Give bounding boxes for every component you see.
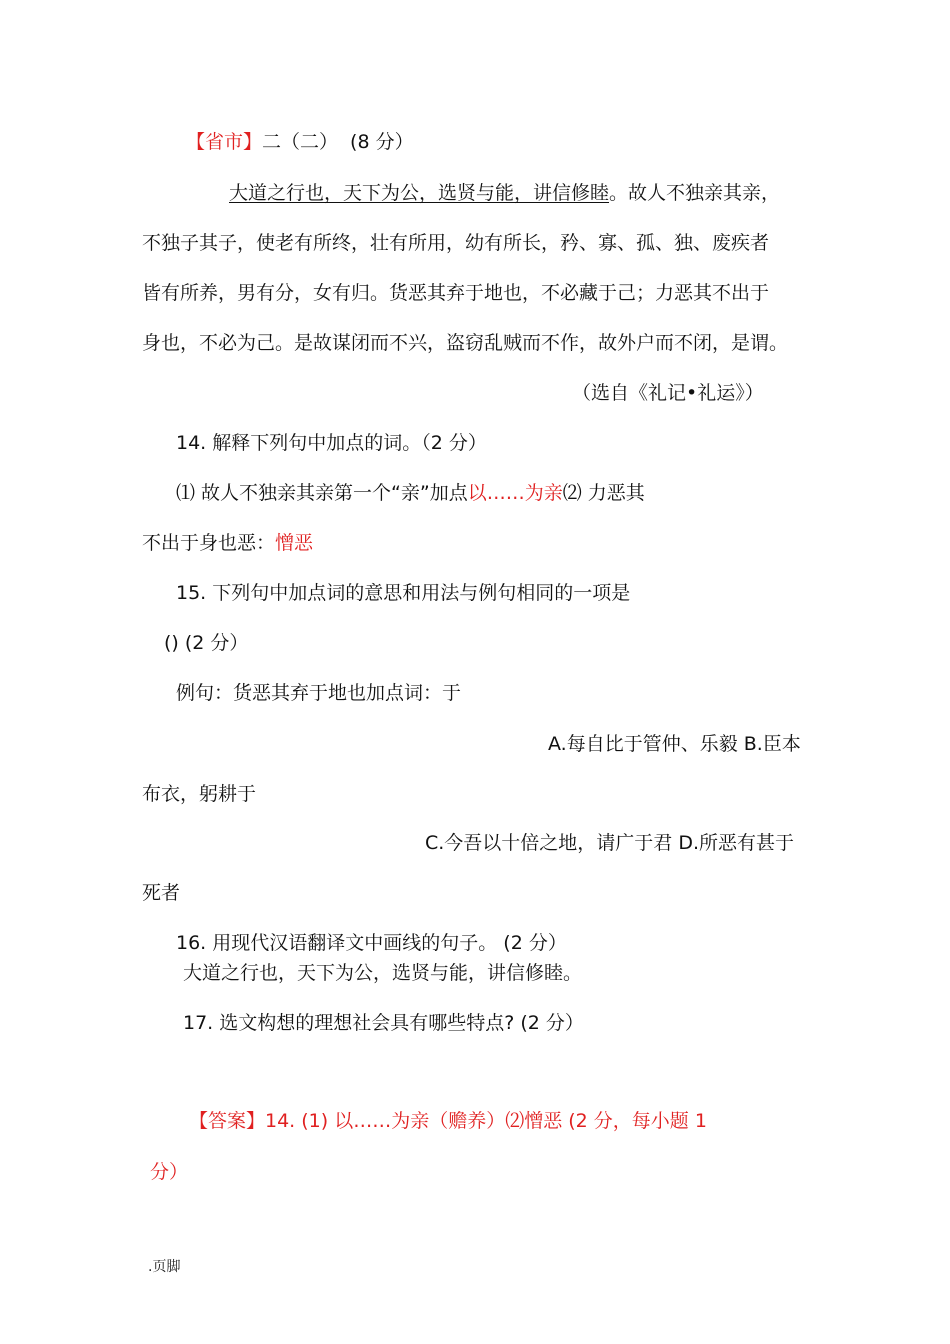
q14-line-2 — [142, 530, 313, 556]
q15-paren: () (2 分） — [164, 632, 249, 654]
q15-title: 15. 下列句中加点词的意思和用法与例句相同的一项是 — [176, 582, 631, 604]
passage-line-2: 不独子其子，使老有所终，壮有所用，幼有所长，矜、寡、孤、独、废疾者 — [142, 232, 770, 254]
passage-line-1 — [229, 180, 780, 206]
underlined-sentence: 大道之行也，天下为公，选贤与能，讲信修睦 — [229, 182, 610, 204]
passage-line-3: 皆有所养，男有分，女有归。货恶其弃于地也，不必藏于己；力恶其不出于 — [142, 282, 770, 304]
q17-title: 17. 选文构想的理想社会具有哪些特点? (2 分） — [183, 1012, 584, 1034]
q16-sentence: 大道之行也，天下为公，选贤与能，讲信修睦。 — [183, 962, 583, 984]
page-footer: .页脚 — [148, 1259, 181, 1275]
q14-answer-2: 憎恶 — [275, 532, 314, 554]
q14-part-1: ⑴ 故人不独亲其亲第一个“亲”加点 — [176, 482, 468, 504]
q14-part-3: 不出于身也恶： — [142, 532, 276, 554]
q15-options-cd-cont: 死者 — [142, 882, 181, 904]
q16-title: 16. 用现代汉语翻译文中画线的句子。 (2 分） — [176, 932, 567, 954]
q15-options-cd: C.今吾以十倍之地，请广于君 D.所恶有甚于 — [425, 832, 795, 854]
q14-answer-1: 以……为亲 — [467, 482, 563, 504]
answer-line-2: 分） — [150, 1161, 189, 1183]
section-score: (8 分） — [350, 131, 414, 153]
section-header — [186, 129, 414, 155]
q14-part-2: ⑵ 力恶其 — [562, 482, 645, 504]
q14-title: 14. 解释下列句中加点的词。（2 分） — [176, 432, 487, 454]
q15-options-ab-cont: 布衣，躬耕于 — [142, 783, 257, 805]
passage-line-4: 身也，不必为己。是故谋闭而不兴，盗窃乱贼而不作，故外户而不闭，是谓。 — [142, 332, 789, 354]
passage-source: （选自《礼记•礼运》） — [572, 382, 764, 404]
section-number: 二（二） — [262, 131, 339, 153]
passage-line-1-rest: 。故人不独亲其亲， — [609, 182, 781, 204]
q15-options-ab: A.每自比于管仲、乐毅 B.臣本 — [548, 733, 801, 755]
answer-line-1: 【答案】14. (1) 以……为亲（赡养）⑵憎恶 (2 分，每小题 1 — [189, 1110, 707, 1132]
q15-example: 例句：货恶其弃于地也加点词：于 — [176, 682, 462, 704]
q14-line-1 — [176, 480, 645, 506]
region-tag: 【省市】 — [186, 131, 263, 153]
